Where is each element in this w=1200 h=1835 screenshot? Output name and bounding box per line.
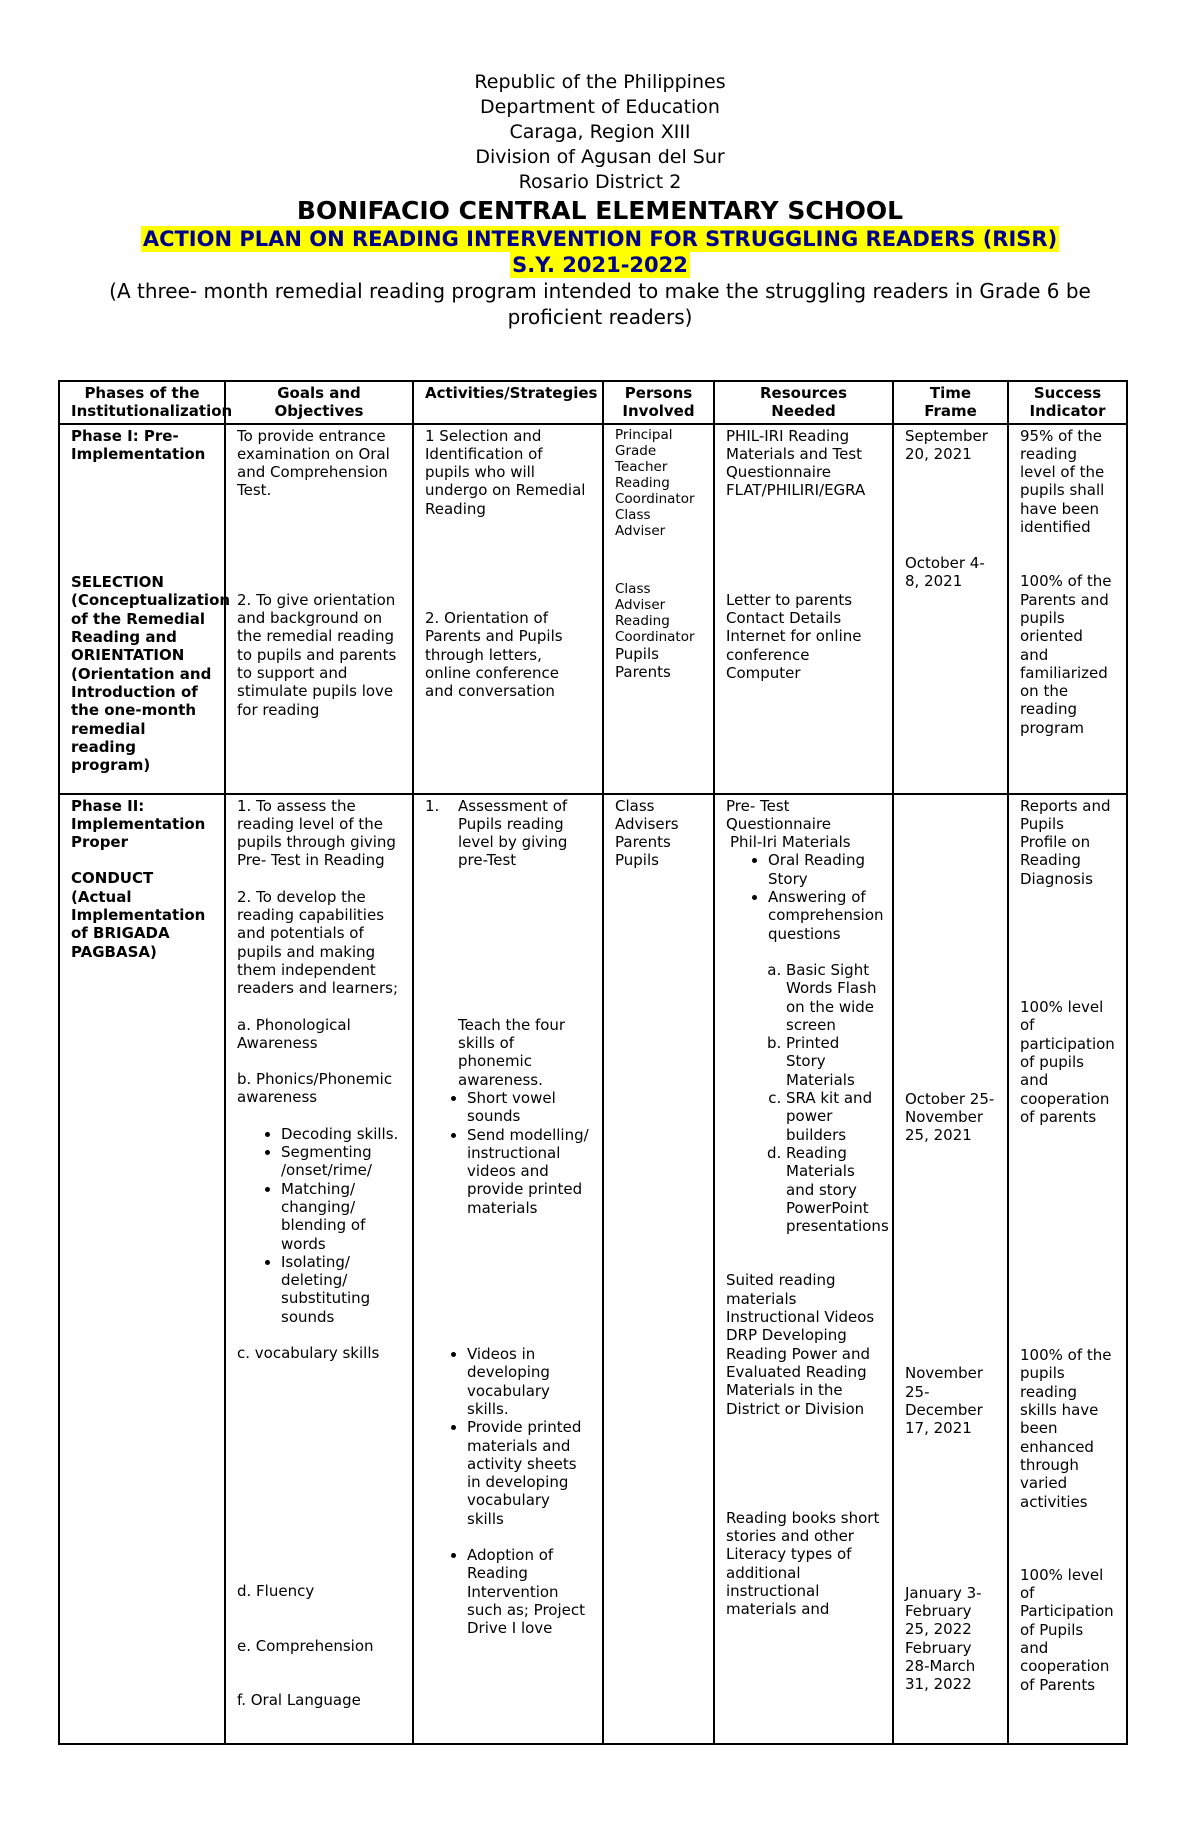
phase2-resources-bullets: [726, 851, 884, 943]
phase2-resources-alpha-list: [726, 960, 889, 1236]
phase2-success-4: 100% level of Participation of Pupils and cooperation of Parents: [1020, 1565, 1114, 1694]
phase2-time-4: February 28-March 31, 2022: [905, 1638, 976, 1694]
action-plan-table: [58, 380, 1128, 1745]
list-item: • Provide printed materials and activity sheets in developing vocabulary skills: [467, 1418, 591, 1528]
phase2-activities-cell: [413, 794, 603, 1744]
list-item: Reading Coordinator: [615, 474, 695, 507]
phase2-resources-intro-1: Pre- Test Questionnaire: [726, 796, 832, 833]
list-item: • Decoding skills.: [281, 1125, 401, 1143]
phase2-goals-cell: [225, 794, 413, 1744]
list-item: • Oral Reading Story: [768, 851, 881, 888]
list-item: • Send modelling/ instructional videos and provide printed materials: [467, 1126, 591, 1217]
phase1-persons-cell: [603, 424, 714, 794]
phase2-goal-2: 2. To develop the reading capabilities and potentials of pupils and making them independent readers and learners;: [237, 887, 399, 998]
col-header-activities: Activities/Strategies: [413, 381, 603, 424]
phase2-resources-4: Reading books short stories and other Literacy types of additional instructional materials and: [726, 1508, 880, 1619]
list-item: Class Adviser: [615, 506, 666, 539]
phase2-activity-1-number: 1.: [425, 796, 440, 815]
list-item: c. SRA kit and power builders: [786, 1089, 881, 1144]
phase2-goal-b-list: [237, 1125, 401, 1326]
list-item: Class Adviser: [615, 580, 666, 613]
list-item: • Videos in developing vocabulary skills.: [467, 1345, 591, 1418]
list-item: • Adoption of Reading Intervention such as; Project Drive I love: [467, 1546, 591, 1637]
list-item: Grade Teacher: [615, 442, 668, 475]
phase2-time-3: January 3- February 25, 2022: [905, 1583, 982, 1639]
col-header-success: Success Indicator: [1008, 381, 1127, 424]
list-item: Principal: [615, 426, 673, 443]
phase1-resources-1: PHIL-IRI Reading Materials and Test Questionnaire FLAT/PHILIRI/EGRA: [726, 426, 866, 500]
phase2-goal-f: f. Oral Language: [237, 1690, 361, 1709]
phase2-activity-3-list: [425, 1345, 591, 1528]
list-item: Parents: [615, 662, 671, 681]
phase1-goal-2: 2. To give orientation and background on the remedial reading to pupils and parents to support and stimulate pupils love for reading: [237, 590, 397, 719]
list-item: Pupils: [615, 851, 659, 870]
phase2-time-1: October 25- November 25, 2021: [905, 1089, 995, 1145]
phase1-success-cell: [1008, 424, 1127, 794]
phase2-description: CONDUCT (Actual Implementation of BRIGADA PAGBASA): [71, 869, 206, 961]
phase1-goals-cell: [225, 424, 413, 794]
phase2-success-2: 100% level of participation of pupils and cooperation of parents: [1020, 998, 1115, 1126]
phase2-resources-3: Suited reading materials Instructional Videos DRP Developing Reading Power and Evaluated Reading Materials in the District or Division: [726, 1271, 875, 1418]
phase2-cell: [59, 794, 225, 1744]
list-item: Parents: [615, 833, 671, 852]
phase2-activity-4-list: [425, 1546, 591, 1637]
phase2-title: Phase II: Implementation Proper: [71, 796, 206, 852]
phase1-title: Phase I: Pre-Implementation: [71, 426, 206, 463]
header-district: Rosario District 2: [518, 171, 682, 193]
col-header-goals: Goals and Objectives: [225, 381, 413, 424]
school-name: BONIFACIO CENTRAL ELEMENTARY SCHOOL: [296, 196, 904, 225]
plan-title: ACTION PLAN ON READING INTERVENTION FOR STRUGGLING READERS (RISR): [142, 227, 1058, 251]
list-item: a. Basic Sight Words Flash on the wide screen: [786, 961, 881, 1034]
list-item: d. Reading Materials and story PowerPoint presentations: [786, 1144, 881, 1235]
document-header: [0, 70, 1200, 330]
phase1-activity-2: 2. Orientation of Parents and Pupils through letters, online conference and conversation: [425, 609, 563, 701]
phase2-persons-cell: [603, 794, 714, 1744]
phase2-time-2: November 25- December 17, 2021: [905, 1364, 984, 1438]
list-item: Pupils: [615, 644, 659, 663]
phase2-success-1: Reports and Pupils Profile on Reading Diagnosis: [1020, 796, 1111, 888]
list-item: • Short vowel sounds: [467, 1089, 591, 1126]
list-item: • Matching/ changing/ blending of words: [281, 1180, 401, 1253]
list-item: Class Advisers: [615, 796, 679, 833]
phase2-goal-1: 1. To assess the reading level of the pupils through giving Pre- Test in Reading: [237, 796, 396, 870]
phase1-resources-2: Letter to parents Contact Details Internet for online conference Computer: [726, 590, 862, 682]
col-header-phases: Phases of the Institutionalization: [59, 381, 225, 424]
phase2-goal-d: d. Fluency: [237, 1582, 315, 1601]
phase1-time-cell: [893, 424, 1008, 794]
phase1-resources-cell: [714, 424, 893, 794]
phase2-resources-cell: [714, 794, 893, 1744]
list-item: • Isolating/ deleting/ substituting sounds: [281, 1253, 401, 1326]
phase2-activity-2-list: [425, 1089, 591, 1217]
table-row: [59, 424, 1127, 794]
header-republic: Republic of the Philippines: [474, 71, 726, 93]
phase2-activity-2: Teach the four skills of phonemic awareness.: [458, 1015, 566, 1089]
phase1-activities-cell: [413, 424, 603, 794]
phase2-goal-b: b. Phonics/Phonemic awareness: [237, 1070, 393, 1107]
phase1-success-1: 95% of the reading level of the pupils shall have been identified: [1020, 426, 1105, 537]
table-header-row: [59, 381, 1127, 424]
col-header-resources: Resources Needed: [714, 381, 893, 424]
list-item: b. Printed Story Materials: [786, 1034, 881, 1089]
phase2-goal-e: e. Comprehension: [237, 1636, 374, 1655]
phase2-goal-c: c. vocabulary skills: [237, 1344, 380, 1363]
phase1-activity-1: 1 Selection and Identification of pupils who will undergo on Remedial Reading: [425, 426, 586, 518]
phase1-time-2: October 4-8, 2021: [905, 554, 985, 591]
phase1-success-2: 100% of the Parents and pupils oriented and familiarized on the reading program: [1020, 572, 1112, 737]
list-item: • Segmenting /onset/rime/: [281, 1143, 401, 1180]
phase2-activity-1-text: Assessment of Pupils reading level by giving pre-Test: [458, 796, 568, 870]
phase2-time-cell: [893, 794, 1008, 1744]
header-department: Department of Education: [480, 96, 720, 118]
phase2-success-cell: [1008, 794, 1127, 1744]
phase2-goal-a: a. Phonological Awareness: [237, 1015, 351, 1052]
list-item: Reading Coordinator: [615, 612, 695, 645]
phase2-activity-1: [425, 797, 591, 870]
phase1-time-1: September 20, 2021: [905, 426, 988, 463]
col-header-time-frame: Time Frame: [893, 381, 1008, 424]
phase2-resources-intro-2: Phil-Iri Materials: [730, 833, 851, 852]
phase1-description: SELECTION (Conceptualization of the Remedial Reading and ORIENTATION (Orientation and Introduction of the one-month remedial reading program): [71, 573, 231, 775]
phase1-goal-1: To provide entrance examination on Oral and Comprehension Test.: [237, 426, 390, 500]
header-division: Division of Agusan del Sur: [475, 146, 725, 168]
table-row: [59, 794, 1127, 1744]
header-region: Caraga, Region XIII: [509, 121, 691, 143]
school-year: S.Y. 2021-2022: [512, 253, 688, 277]
phase2-success-3: 100% of the pupils reading skills have been enhanced through varied activities: [1020, 1346, 1112, 1511]
col-header-persons: Persons Involved: [603, 381, 714, 424]
list-item: • Answering of comprehension questions: [768, 888, 881, 943]
plan-description: (A three- month remedial reading program intended to make the struggling readers in Grade 6 be proficient readers): [109, 279, 1091, 329]
phase1-cell: [59, 424, 231, 794]
